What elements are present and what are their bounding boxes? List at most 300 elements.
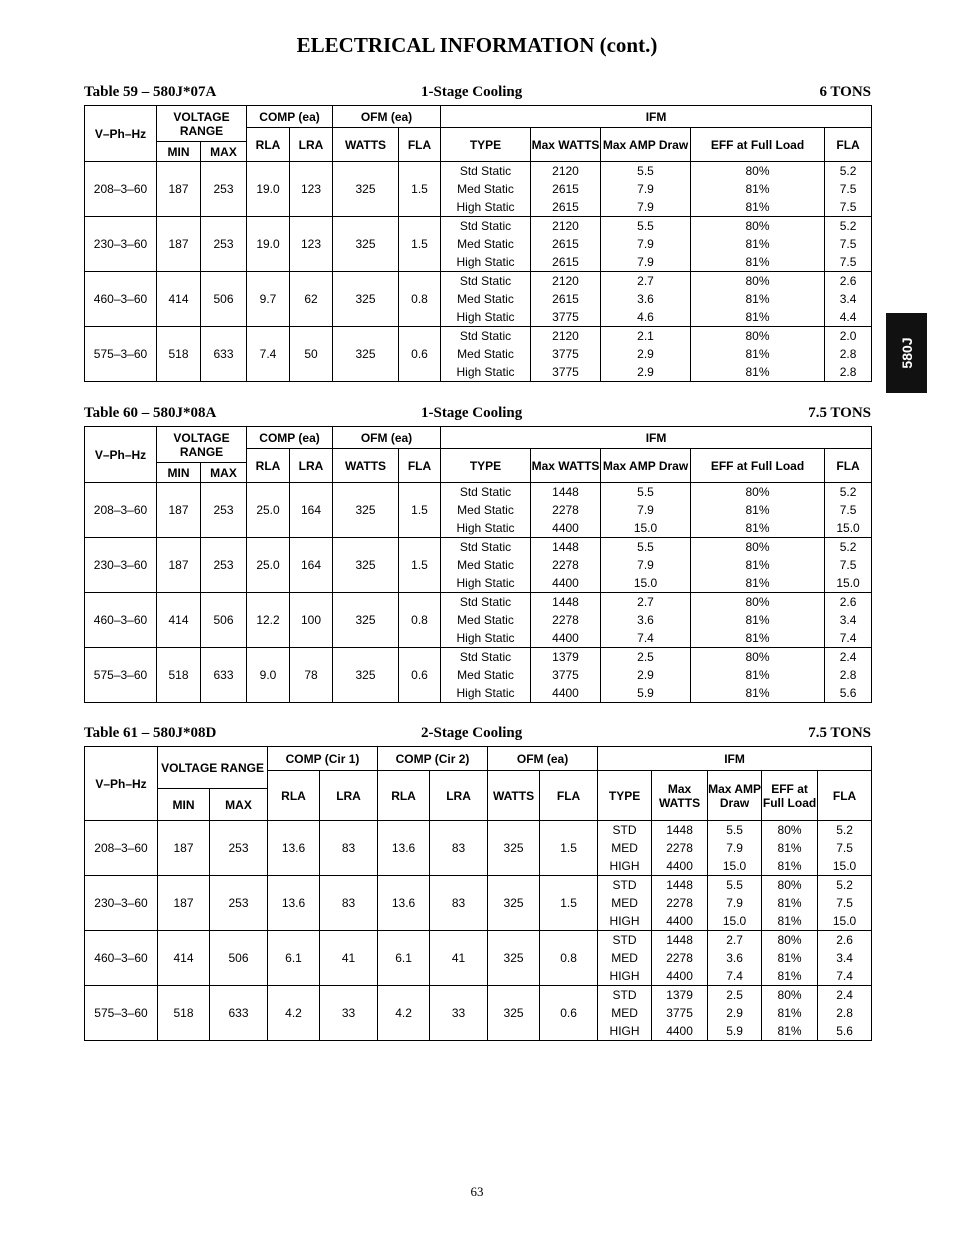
table-title: Table 60 – 580J*08A	[84, 405, 217, 421]
header-max: MAX	[210, 789, 268, 821]
cell-vph: 460–3–60	[85, 931, 158, 986]
cell-max-amp-line: 7.9	[637, 503, 654, 517]
cell-fla: 1.5	[399, 483, 441, 538]
cell-lra-cir1: 41	[320, 931, 378, 986]
cell-ifm-fla-line: 2.8	[839, 365, 857, 379]
cell-ifm-fla-line: 7.4	[839, 631, 857, 645]
cell-eff-line: 81%	[745, 347, 770, 361]
table-61-caption	[84, 725, 871, 743]
cell-min: 187	[157, 538, 201, 593]
cell-max-amp-line: 3.6	[637, 613, 654, 627]
page-title: ELECTRICAL INFORMATION (cont.)	[296, 33, 658, 57]
cell-type-line: STD	[612, 878, 637, 892]
table-59	[84, 105, 872, 382]
cell-max-amp-line: 15.0	[722, 859, 747, 873]
cell-max-amp	[601, 272, 691, 327]
header-vph: V–Ph–Hz	[85, 427, 157, 483]
cell-max-amp-line: 5.5	[726, 878, 743, 892]
header-fla: FLA	[399, 449, 441, 483]
cell-eff-line: 80%	[745, 274, 770, 288]
cell-eff	[691, 272, 825, 327]
cell-ifm-fla-line: 2.6	[839, 595, 857, 609]
cell-eff-line: 81%	[745, 686, 770, 700]
cell-watts: 325	[333, 327, 399, 382]
table-59-caption	[84, 84, 871, 102]
cell-type-line: Std Static	[459, 485, 512, 499]
cell-watts: 325	[488, 821, 540, 876]
cell-max: 633	[201, 648, 247, 703]
cell-max-amp	[601, 162, 691, 217]
cell-vph: 230–3–60	[85, 538, 157, 593]
cell-vph: 575–3–60	[85, 986, 158, 1041]
cell-max: 253	[210, 876, 268, 931]
header-ifm: IFM	[598, 747, 872, 771]
header-type: TYPE	[598, 771, 652, 821]
cell-max-amp-line: 7.9	[726, 841, 743, 855]
cell-eff-line: 81%	[745, 576, 770, 590]
cell-max-amp-line: 7.9	[637, 182, 654, 196]
cell-max-watts-line: 4400	[552, 631, 579, 645]
cell-eff	[691, 648, 825, 703]
header-watts: WATTS	[333, 128, 399, 162]
cell-lra-cir2: 83	[430, 876, 488, 931]
table-stage: 1‐Stage Cooling	[421, 84, 523, 100]
cell-fla: 1.5	[540, 876, 598, 931]
cell-fla: 1.5	[540, 821, 598, 876]
cell-eff-line: 81%	[745, 521, 770, 535]
cell-type-line: MED	[611, 951, 638, 965]
table-title: Table 61 – 580J*08D	[84, 725, 217, 741]
cell-ifm-fla-line: 15.0	[832, 859, 857, 873]
cell-eff-line: 80%	[777, 878, 802, 892]
cell-type	[441, 648, 531, 703]
cell-eff-line: 81%	[745, 182, 770, 196]
cell-ifm-fla	[818, 931, 872, 986]
cell-max-amp-line: 2.1	[637, 329, 654, 343]
cell-eff-line: 81%	[745, 558, 770, 572]
cell-eff	[691, 538, 825, 593]
cell-ifm-fla-line: 5.6	[839, 686, 857, 700]
cell-ifm-fla-line: 5.2	[839, 164, 857, 178]
table-row	[85, 272, 872, 327]
table-row	[85, 538, 872, 593]
cell-eff	[691, 327, 825, 382]
table-row	[85, 483, 872, 538]
cell-max-watts-line: 3775	[666, 1006, 693, 1020]
table-tons: 7.5 TONS	[808, 405, 871, 421]
cell-max-watts-line: 1448	[666, 878, 693, 892]
header-max-amp-draw: Max AMP Draw	[708, 771, 762, 821]
cell-lra: 123	[290, 217, 333, 272]
cell-eff	[691, 162, 825, 217]
header-ofm: OFM (ea)	[333, 106, 441, 128]
cell-ifm-fla-line: 3.4	[836, 951, 853, 965]
cell-lra: 62	[290, 272, 333, 327]
cell-eff-line: 80%	[745, 164, 770, 178]
cell-max-amp	[708, 986, 762, 1041]
cell-max-watts	[652, 986, 708, 1041]
cell-ifm-fla-line: 7.5	[839, 237, 857, 251]
cell-max-amp-line: 2.9	[637, 668, 654, 682]
header-vph: V–Ph–Hz	[85, 106, 157, 162]
cell-eff-line: 81%	[777, 951, 802, 965]
cell-type	[598, 931, 652, 986]
cell-eff-line: 80%	[745, 219, 770, 233]
header-type: TYPE	[441, 449, 531, 483]
cell-eff-line: 80%	[745, 485, 770, 499]
cell-fla: 1.5	[399, 162, 441, 217]
cell-type-line: Std Static	[459, 274, 512, 288]
cell-ifm-fla	[825, 162, 872, 217]
cell-rla-cir1: 6.1	[268, 931, 320, 986]
table-row	[85, 876, 872, 931]
cell-ifm-fla-line: 2.4	[839, 650, 857, 664]
cell-max-amp-line: 5.5	[726, 823, 743, 837]
header-min: MIN	[157, 142, 201, 162]
header-lra: LRA	[430, 771, 488, 821]
cell-fla: 0.8	[399, 593, 441, 648]
cell-eff	[762, 931, 818, 986]
cell-max-amp-line: 5.9	[726, 1024, 743, 1038]
cell-type-line: Med Static	[457, 668, 514, 682]
cell-rla: 19.0	[247, 217, 290, 272]
cell-eff-line: 81%	[777, 896, 802, 910]
cell-min: 187	[157, 483, 201, 538]
cell-max-watts	[652, 876, 708, 931]
cell-lra: 78	[290, 648, 333, 703]
cell-min: 518	[157, 327, 201, 382]
cell-fla: 0.8	[540, 931, 598, 986]
cell-watts: 325	[333, 217, 399, 272]
cell-max-amp	[601, 538, 691, 593]
cell-ifm-fla-line: 5.2	[839, 540, 857, 554]
cell-type-line: High Static	[456, 631, 515, 645]
cell-max-amp-line: 5.5	[637, 164, 654, 178]
table-tons: 6 TONS	[819, 84, 871, 100]
cell-ifm-fla-line: 15.0	[836, 576, 860, 590]
cell-max-watts-line: 3775	[552, 668, 579, 682]
cell-ifm-fla-line: 2.8	[836, 1006, 853, 1020]
cell-max-watts	[531, 593, 601, 648]
cell-type	[598, 821, 652, 876]
cell-max-watts-line: 1448	[666, 933, 693, 947]
cell-type-line: HIGH	[609, 859, 640, 873]
cell-vph: 230–3–60	[85, 217, 157, 272]
cell-fla: 0.8	[399, 272, 441, 327]
cell-vph: 460–3–60	[85, 272, 157, 327]
cell-max-watts	[531, 483, 601, 538]
cell-max-watts-line: 2120	[552, 274, 579, 288]
cell-max-watts-line: 2278	[666, 951, 693, 965]
cell-watts: 325	[333, 162, 399, 217]
cell-max: 253	[210, 821, 268, 876]
cell-fla: 1.5	[399, 217, 441, 272]
cell-type-line: Std Static	[459, 329, 512, 343]
header-comp: COMP (ea)	[247, 427, 333, 449]
cell-eff-line: 80%	[745, 540, 770, 554]
cell-type	[441, 593, 531, 648]
cell-max-watts-line: 2120	[552, 219, 579, 233]
cell-max-watts-line: 1379	[666, 988, 693, 1002]
cell-type	[441, 217, 531, 272]
header-comp-cir2: COMP (Cir 2)	[378, 747, 488, 771]
table-row	[85, 217, 872, 272]
cell-max-watts-line: 3775	[552, 347, 579, 361]
cell-type-line: HIGH	[609, 914, 640, 928]
cell-ifm-fla-line: 3.4	[839, 613, 857, 627]
cell-eff-line: 81%	[745, 365, 770, 379]
cell-vph: 208–3–60	[85, 483, 157, 538]
cell-fla: 1.5	[399, 538, 441, 593]
cell-max: 633	[201, 327, 247, 382]
cell-max: 506	[210, 931, 268, 986]
cell-ifm-fla-line: 7.5	[836, 896, 853, 910]
cell-ifm-fla	[825, 593, 872, 648]
cell-rla: 19.0	[247, 162, 290, 217]
cell-max-watts-line: 2278	[666, 841, 693, 855]
header-max-amp-draw: Max AMP Draw	[601, 449, 691, 483]
cell-max-watts-line: 4400	[666, 1024, 693, 1038]
cell-eff-line: 81%	[745, 631, 770, 645]
cell-eff-line: 81%	[745, 310, 770, 324]
cell-ifm-fla-line: 7.5	[839, 200, 857, 214]
cell-eff-line: 81%	[777, 969, 802, 983]
cell-max-amp-line: 2.7	[637, 595, 654, 609]
cell-ifm-fla-line: 2.6	[839, 274, 857, 288]
cell-max-amp-line: 2.5	[726, 988, 743, 1002]
cell-ifm-fla	[818, 876, 872, 931]
header-vph: V–Ph–Hz	[85, 747, 158, 821]
cell-type-line: STD	[612, 823, 637, 837]
cell-min: 414	[157, 593, 201, 648]
table-row	[85, 931, 872, 986]
cell-max-amp-line: 3.6	[726, 951, 743, 965]
cell-ifm-fla-line: 7.5	[839, 558, 857, 572]
cell-ifm-fla	[825, 272, 872, 327]
cell-vph: 460–3–60	[85, 593, 157, 648]
cell-ifm-fla-line: 3.4	[839, 292, 857, 306]
cell-rla-cir1: 4.2	[268, 986, 320, 1041]
cell-max-watts-line: 2278	[666, 896, 693, 910]
cell-type-line: Std Static	[459, 219, 512, 233]
cell-type	[598, 986, 652, 1041]
cell-type-line: High Static	[456, 521, 515, 535]
cell-max-watts-line: 4400	[666, 859, 693, 873]
cell-max-watts-line: 4400	[666, 969, 693, 983]
header-min: MIN	[157, 463, 201, 483]
cell-watts: 325	[333, 272, 399, 327]
cell-max-amp-line: 5.9	[637, 686, 654, 700]
cell-type-line: MED	[611, 1006, 638, 1020]
cell-max-amp-line: 2.9	[637, 347, 654, 361]
cell-ifm-fla-line: 2.6	[836, 933, 853, 947]
cell-max-watts-line: 1448	[666, 823, 693, 837]
cell-max-watts-line: 2278	[552, 613, 579, 627]
cell-eff-line: 81%	[745, 292, 770, 306]
cell-max-watts-line: 4400	[552, 576, 579, 590]
cell-lra: 123	[290, 162, 333, 217]
header-voltage-range: VOLTAGE RANGE	[157, 427, 247, 463]
cell-eff	[762, 986, 818, 1041]
side-tab-label: 580J	[898, 337, 915, 369]
cell-ifm-fla-line: 5.2	[839, 485, 857, 499]
header-max-watts: Max WATTS	[531, 128, 601, 162]
cell-ifm-fla-line: 5.6	[836, 1024, 853, 1038]
cell-type-line: STD	[612, 988, 637, 1002]
table-row	[85, 648, 872, 703]
header-fla: FLA	[540, 771, 598, 821]
cell-type-line: High Static	[456, 200, 515, 214]
cell-max-amp	[708, 821, 762, 876]
cell-max-amp-line: 7.9	[637, 255, 654, 269]
cell-eff-line: 80%	[745, 329, 770, 343]
table-row	[85, 986, 872, 1041]
header-ofm: OFM (ea)	[333, 427, 441, 449]
cell-rla-cir2: 4.2	[378, 986, 430, 1041]
table-60	[84, 426, 872, 703]
cell-rla: 7.4	[247, 327, 290, 382]
header-ifm: IFM	[441, 427, 872, 449]
cell-max-watts-line: 2120	[552, 164, 579, 178]
table-61	[84, 746, 872, 1041]
cell-ifm-fla	[825, 538, 872, 593]
header-ifm-fla: FLA	[825, 449, 872, 483]
cell-max-amp-line: 2.7	[726, 933, 743, 947]
table-60-caption	[84, 405, 871, 423]
cell-max-watts-line: 3775	[552, 365, 579, 379]
cell-type-line: Std Static	[459, 164, 512, 178]
cell-rla-cir2: 13.6	[378, 821, 430, 876]
cell-type-line: HIGH	[609, 1024, 640, 1038]
cell-type-line: High Static	[456, 686, 515, 700]
cell-max-watts-line: 4400	[666, 914, 693, 928]
cell-max-amp-line: 2.7	[637, 274, 654, 288]
header-ifm-fla: FLA	[825, 128, 872, 162]
table-title: Table 59 – 580J*07A	[84, 84, 217, 100]
cell-lra-cir1: 83	[320, 821, 378, 876]
header-eff-full-load: EFF at Full Load	[691, 449, 825, 483]
cell-watts: 325	[488, 931, 540, 986]
header-max-watts: Max WATTS	[652, 771, 708, 821]
cell-max-amp-line: 5.5	[637, 485, 654, 499]
cell-vph: 575–3–60	[85, 327, 157, 382]
cell-lra-cir1: 83	[320, 876, 378, 931]
cell-vph: 575–3–60	[85, 648, 157, 703]
cell-ifm-fla	[825, 648, 872, 703]
cell-ifm-fla-line: 7.5	[839, 182, 857, 196]
cell-max-watts-line: 2615	[552, 182, 579, 196]
cell-max-watts	[531, 327, 601, 382]
cell-rla: 25.0	[247, 483, 290, 538]
cell-max-watts-line: 3775	[552, 310, 579, 324]
cell-type-line: MED	[611, 841, 638, 855]
cell-fla: 0.6	[399, 648, 441, 703]
cell-type-line: High Static	[456, 576, 515, 590]
cell-lra: 50	[290, 327, 333, 382]
cell-fla: 0.6	[399, 327, 441, 382]
header-ofm: OFM (ea)	[488, 747, 598, 771]
cell-max-amp-line: 7.9	[726, 896, 743, 910]
cell-max-watts-line: 4400	[552, 686, 579, 700]
cell-max-amp	[601, 593, 691, 648]
cell-ifm-fla-line: 15.0	[832, 914, 857, 928]
cell-max-watts-line: 1379	[552, 650, 579, 664]
cell-max: 253	[201, 483, 247, 538]
cell-type-line: HIGH	[609, 969, 640, 983]
cell-max-amp	[708, 931, 762, 986]
cell-max-amp-line: 5.5	[637, 540, 654, 554]
cell-type	[441, 538, 531, 593]
cell-ifm-fla-line: 15.0	[836, 521, 860, 535]
table-row	[85, 593, 872, 648]
cell-max-watts-line: 1448	[552, 595, 579, 609]
cell-watts: 325	[488, 876, 540, 931]
cell-max-watts	[652, 931, 708, 986]
cell-ifm-fla-line: 2.8	[839, 668, 857, 682]
cell-max-watts-line: 2615	[552, 237, 579, 251]
cell-max-amp-line: 5.5	[637, 219, 654, 233]
cell-eff	[691, 217, 825, 272]
cell-min: 518	[158, 986, 210, 1041]
cell-eff-line: 81%	[745, 200, 770, 214]
cell-min: 187	[157, 217, 201, 272]
header-ifm: IFM	[441, 106, 872, 128]
cell-min: 414	[157, 272, 201, 327]
cell-type-line: High Static	[456, 365, 515, 379]
cell-rla: 9.0	[247, 648, 290, 703]
cell-eff-line: 80%	[745, 650, 770, 664]
cell-ifm-fla-line: 7.4	[836, 969, 853, 983]
header-min: MIN	[158, 789, 210, 821]
cell-ifm-fla	[818, 986, 872, 1041]
table-stage: 2‐Stage Cooling	[421, 725, 523, 741]
cell-max: 253	[201, 538, 247, 593]
header-watts: WATTS	[333, 449, 399, 483]
cell-ifm-fla-line: 2.4	[836, 988, 853, 1002]
cell-type-line: Med Static	[457, 347, 514, 361]
cell-lra-cir2: 41	[430, 931, 488, 986]
cell-max-amp-line: 7.9	[637, 237, 654, 251]
cell-max-amp-line: 7.9	[637, 200, 654, 214]
cell-eff-line: 80%	[777, 823, 802, 837]
header-voltage-range: VOLTAGE RANGE	[158, 747, 268, 789]
cell-max-watts	[531, 648, 601, 703]
cell-watts: 325	[333, 648, 399, 703]
cell-watts: 325	[488, 986, 540, 1041]
cell-eff	[762, 821, 818, 876]
cell-eff	[691, 593, 825, 648]
table-stage: 1‐Stage Cooling	[421, 405, 523, 421]
header-comp-cir1: COMP (Cir 1)	[268, 747, 378, 771]
cell-type-line: Med Static	[457, 503, 514, 517]
cell-type	[441, 272, 531, 327]
cell-lra-cir2: 83	[430, 821, 488, 876]
cell-ifm-fla-line: 5.2	[836, 823, 853, 837]
cell-max-amp-line: 3.6	[637, 292, 654, 306]
header-max-amp-draw: Max AMP Draw	[601, 128, 691, 162]
cell-fla: 0.6	[540, 986, 598, 1041]
cell-vph: 208–3–60	[85, 821, 158, 876]
header-max-watts: Max WATTS	[531, 449, 601, 483]
cell-ifm-fla-line: 7.5	[839, 255, 857, 269]
cell-max-amp-line: 4.6	[637, 310, 654, 324]
cell-ifm-fla-line: 4.4	[839, 310, 857, 324]
header-voltage-range: VOLTAGE RANGE	[157, 106, 247, 142]
header-fla: FLA	[399, 128, 441, 162]
header-ifm-fla: FLA	[818, 771, 872, 821]
header-lra: LRA	[290, 128, 333, 162]
cell-max-watts-line: 2120	[552, 329, 579, 343]
